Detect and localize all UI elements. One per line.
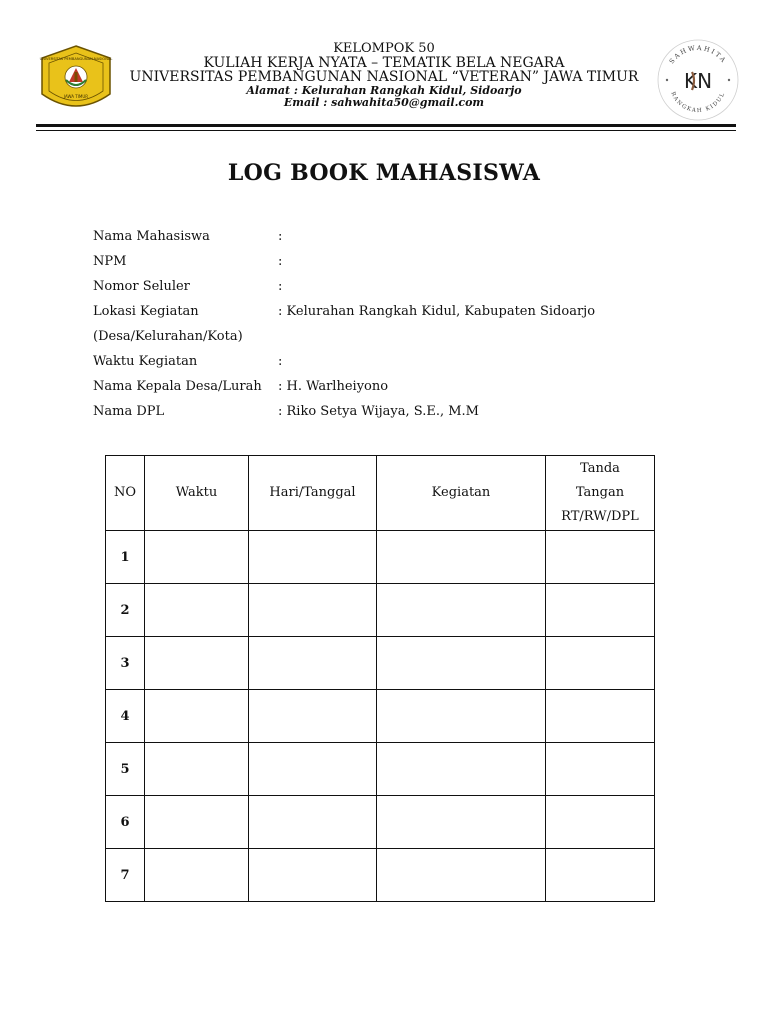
cell-tanda-tangan[interactable] [546, 690, 655, 743]
email-line: Email : sahwahita50@gmail.com [283, 95, 485, 109]
info-value: : H. Warlheiyono [278, 379, 389, 394]
row-number: 5 [106, 743, 145, 796]
header-ttd-line1: Tanda [580, 461, 620, 476]
info-label: Nomor Seluler [93, 279, 190, 294]
table-row [106, 637, 655, 690]
cell-kegiatan[interactable] [377, 743, 546, 796]
row-number: 7 [106, 849, 145, 902]
header-divider-thin [36, 130, 736, 131]
student-info [93, 226, 693, 426]
header-divider-thick [36, 124, 736, 127]
cell-waktu[interactable] [145, 690, 249, 743]
cell-kegiatan[interactable] [377, 637, 546, 690]
group-name: KELOMPOK 50 [333, 41, 435, 56]
table-row [106, 584, 655, 637]
info-label: Lokasi Kegiatan [93, 304, 199, 319]
program-name: KULIAH KERJA NYATA – TEMATIK BELA NEGARA [203, 54, 565, 71]
row-number: 3 [106, 637, 145, 690]
table-header-row [106, 456, 655, 531]
cell-hari-tanggal[interactable] [249, 796, 377, 849]
table-row [106, 743, 655, 796]
header-tanda-tangan [546, 456, 655, 531]
cell-waktu[interactable] [145, 743, 249, 796]
info-row-dpl [93, 401, 693, 426]
cell-tanda-tangan[interactable] [546, 796, 655, 849]
header-waktu: Waktu [145, 456, 249, 531]
info-row-kepala-desa [93, 376, 693, 401]
info-row-waktu [93, 351, 693, 376]
info-label: Nama DPL [93, 404, 165, 419]
info-row-seluler [93, 276, 693, 301]
info-row-lokasi-detail [93, 326, 693, 351]
table-row [106, 531, 655, 584]
cell-hari-tanggal[interactable] [249, 690, 377, 743]
table-row [106, 690, 655, 743]
cell-kegiatan[interactable] [377, 849, 546, 902]
info-value: : [278, 229, 283, 244]
cell-hari-tanggal[interactable] [249, 849, 377, 902]
info-row-nama [93, 226, 693, 251]
document-title: LOG BOOK MAHASISWA [227, 160, 541, 186]
info-value: : Riko Setya Wijaya, S.E., M.M [278, 404, 479, 419]
cell-tanda-tangan[interactable] [546, 637, 655, 690]
university-crest-logo [36, 44, 116, 114]
crest-text-top: UNIVERSITAS PEMBANGUNAN NASIONAL [39, 57, 113, 61]
cell-kegiatan[interactable] [377, 690, 546, 743]
header-kegiatan: Kegiatan [377, 456, 546, 531]
university-name: UNIVERSITAS PEMBANGUNAN NASIONAL “VETERAN” JAWA TIMUR [129, 69, 639, 86]
logbook-table [105, 455, 655, 902]
row-number: 2 [106, 584, 145, 637]
cell-hari-tanggal[interactable] [249, 584, 377, 637]
cell-waktu[interactable] [145, 637, 249, 690]
cell-waktu[interactable] [145, 584, 249, 637]
info-label: Nama Kepala Desa/Lurah [93, 379, 262, 394]
cell-tanda-tangan[interactable] [546, 743, 655, 796]
table-row [106, 796, 655, 849]
table-row [106, 849, 655, 902]
letterhead [120, 42, 648, 108]
cell-hari-tanggal[interactable] [249, 531, 377, 584]
cell-waktu[interactable] [145, 531, 249, 584]
cell-kegiatan[interactable] [377, 796, 546, 849]
row-number: 1 [106, 531, 145, 584]
cell-tanda-tangan[interactable] [546, 584, 655, 637]
info-value: : [278, 279, 283, 294]
header-hari-tanggal: Hari/Tanggal [249, 456, 377, 531]
header-ttd-line2: Tangan [575, 485, 625, 500]
cell-tanda-tangan[interactable] [546, 849, 655, 902]
header-no: NO [106, 456, 145, 531]
cell-tanda-tangan[interactable] [546, 531, 655, 584]
info-label: Nama Mahasiswa [93, 229, 210, 244]
cell-waktu[interactable] [145, 796, 249, 849]
info-value: : [278, 254, 283, 269]
header-ttd-line3: RT/RW/DPL [561, 509, 639, 524]
info-label: Waktu Kegiatan [93, 354, 198, 369]
info-label: (Desa/Kelurahan/Kota) [93, 329, 243, 344]
address-line: Alamat : Kelurahan Rangkah Kidul, Sidoarjo [246, 84, 522, 98]
emblem-text-bottom: RANGKAH KIDUL [669, 91, 727, 115]
cell-kegiatan[interactable] [377, 531, 546, 584]
cell-waktu[interactable] [145, 849, 249, 902]
cell-hari-tanggal[interactable] [249, 743, 377, 796]
emblem-text-top: SAHWAHITA [667, 43, 729, 66]
row-number: 4 [106, 690, 145, 743]
info-label: NPM [93, 254, 127, 269]
info-row-lokasi [93, 301, 693, 326]
info-value: : [278, 354, 283, 369]
crest-text-bottom: JAWA TIMUR [63, 94, 89, 99]
info-row-npm [93, 251, 693, 276]
row-number: 6 [106, 796, 145, 849]
emblem-mark: KN [683, 69, 713, 93]
kkn-group-logo [656, 38, 740, 122]
cell-hari-tanggal[interactable] [249, 637, 377, 690]
info-value: : Kelurahan Rangkah Kidul, Kabupaten Sidoarjo [278, 304, 596, 319]
cell-kegiatan[interactable] [377, 584, 546, 637]
